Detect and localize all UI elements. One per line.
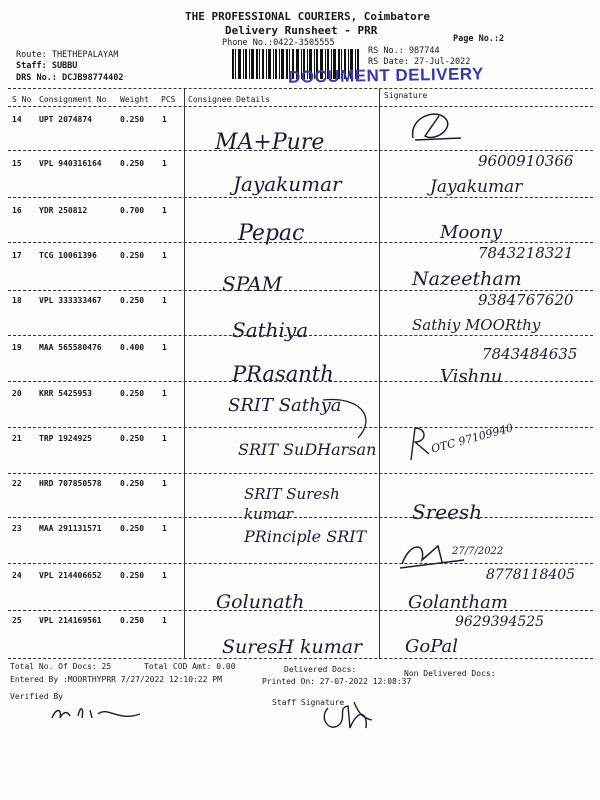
row-consignment: YDR 250812: [39, 206, 88, 215]
table-bottom-rule: [8, 658, 593, 659]
row-pcs: 1: [162, 524, 167, 533]
row-rule: [8, 150, 593, 151]
signature-handwriting: OTC 97109940: [429, 421, 515, 456]
signature-handwriting: Vishnu: [440, 366, 503, 387]
staff-signature-mark: [318, 698, 378, 738]
col-weight: Weight: [120, 95, 149, 104]
consignee-handwriting: SPAM: [222, 272, 283, 296]
staff-signature-label: Staff Signature: [272, 698, 345, 707]
signature-handwriting: Sathiy MOORthy: [412, 316, 541, 334]
row-rule: [8, 610, 593, 611]
staff-label: Staff: SUBBU: [16, 61, 78, 71]
row-consignment: MAA 565580476: [39, 343, 102, 352]
verified-signature: [48, 700, 143, 724]
row-sno: 22: [12, 479, 22, 488]
row-sno: 21: [12, 434, 22, 443]
signature-handwriting: Sreesh: [412, 500, 483, 524]
phone-number: Phone No.:0422-3505555: [222, 38, 335, 48]
row-weight: 0.250: [120, 524, 145, 533]
row-consignment: HRD 707850578: [39, 479, 102, 488]
consignee-handwriting: PRasanth: [232, 362, 334, 386]
row-pcs: 1: [162, 571, 167, 580]
row-sno: 18: [12, 296, 22, 305]
col-sno: S No: [12, 95, 32, 104]
signature-handwriting: Golantham: [408, 592, 508, 613]
row-sno: 14: [12, 115, 22, 124]
phone-handwriting: 9629394525: [455, 614, 545, 630]
row-sno: 16: [12, 206, 22, 215]
delivered-docs: Delivered Docs:: [284, 665, 357, 674]
signature-date: 27/7/2022: [452, 546, 504, 557]
col-signature: Signature: [384, 91, 428, 100]
verified-by-label: Verified By: [10, 692, 63, 701]
row-sno: 17: [12, 251, 22, 260]
rs-date: RS Date: 27-Jul-2022: [368, 57, 471, 67]
row-rule: [8, 473, 593, 474]
phone-handwriting: 9384767620: [478, 291, 574, 309]
row-consignment: VPL 940316164: [39, 159, 102, 168]
phone-handwriting: 7843484635: [482, 345, 578, 363]
row-rule: [8, 517, 593, 518]
row-consignment: TCG 10061396: [39, 251, 97, 260]
row-weight: 0.250: [120, 479, 145, 488]
signature-mark: [405, 108, 465, 148]
document-delivery-stamp: DOCUMENT DELIVERY: [287, 64, 484, 87]
row-rule: [8, 197, 593, 198]
rs-number: RS No.: 987744: [368, 46, 440, 56]
row-weight: 0.250: [120, 115, 145, 124]
col-consignment: Consignment No: [39, 95, 107, 104]
row-consignment: VPL 333333467: [39, 296, 102, 305]
row-pcs: 1: [162, 389, 167, 398]
printed-on: Printed On: 27-07-2022 12:08:37: [262, 677, 412, 686]
signature-handwriting: Nazeetham: [412, 268, 522, 290]
consignee-handwriting: SRIT SuDHarsan: [238, 440, 377, 459]
page-number: Page No.:2: [453, 34, 505, 44]
consignee-handwriting: Pepac: [238, 221, 305, 246]
consignee-handwriting: Sathiya: [232, 318, 309, 342]
col-consignee: Consignee Details: [188, 95, 270, 104]
row-sno: 23: [12, 524, 22, 533]
non-delivered-docs: Non Delivered Docs:: [404, 669, 496, 678]
row-weight: 0.250: [120, 296, 145, 305]
col-pcs: PCS: [161, 95, 176, 104]
bracket-mark: [318, 396, 378, 444]
row-pcs: 1: [162, 343, 167, 352]
row-pcs: 1: [162, 206, 167, 215]
route-label: Route: THETHEPALAYAM: [16, 50, 119, 60]
phone-handwriting: 8778118405: [486, 567, 576, 583]
consignee-handwriting: MA+Pure: [215, 130, 325, 155]
row-weight: 0.250: [120, 571, 145, 580]
row-sno: 25: [12, 616, 22, 625]
total-docs: Total No. Of Docs: 25: [10, 662, 112, 671]
consignee-handwriting: SRIT Sathya: [228, 395, 342, 416]
row-consignment: KRR 5425953: [39, 389, 92, 398]
signature-handwriting: Jayakumar: [430, 177, 523, 197]
row-consignment: VPL 214169561: [39, 616, 102, 625]
signature-handwriting: GoPal: [405, 636, 459, 657]
row-weight: 0.250: [120, 616, 145, 625]
row-pcs: 1: [162, 251, 167, 260]
row-pcs: 1: [162, 434, 167, 443]
row-rule: [8, 242, 593, 243]
row-weight: 0.250: [120, 434, 145, 443]
row-rule: [8, 563, 593, 564]
row-weight: 0.250: [120, 389, 145, 398]
row-weight: 0.400: [120, 343, 145, 352]
phone-handwriting: 9600910366: [478, 152, 574, 170]
row-consignment: VPL 214406652: [39, 571, 102, 580]
consignee-handwriting: Jayakumar: [233, 172, 342, 196]
row-pcs: 1: [162, 115, 167, 124]
consignee-handwriting: PRinciple SRIT: [244, 527, 367, 546]
table-top-rule: [8, 88, 593, 89]
row-consignment: UPT 2074874: [39, 115, 92, 124]
runsheet-title: Delivery Runsheet - PRR: [225, 24, 378, 37]
consignee-handwriting: SuresH kumar: [222, 636, 363, 658]
table-header-rule: [8, 106, 593, 107]
row-rule: [8, 335, 593, 336]
row-pcs: 1: [162, 159, 167, 168]
row-consignment: TRP 1924925: [39, 434, 92, 443]
row-sno: 24: [12, 571, 22, 580]
total-cod: Total COD Amt: 0.00: [144, 662, 236, 671]
row-rule: [8, 381, 593, 382]
row-consignment: MAA 291131571: [39, 524, 102, 533]
phone-handwriting: 7843218321: [478, 244, 574, 262]
row-pcs: 1: [162, 296, 167, 305]
consignee-handwriting: Golunath: [216, 591, 305, 613]
company-name: THE PROFESSIONAL COURIERS, Coimbatore: [185, 10, 431, 23]
row-sno: 20: [12, 389, 22, 398]
row-weight: 0.250: [120, 251, 145, 260]
consignee-handwriting: SRIT Suresh kumar: [244, 485, 340, 523]
row-weight: 0.250: [120, 159, 145, 168]
row-weight: 0.700: [120, 206, 145, 215]
row-pcs: 1: [162, 479, 167, 488]
row-sno: 15: [12, 159, 22, 168]
signature-column-divider: [379, 89, 380, 659]
row-sno: 19: [12, 343, 22, 352]
row-pcs: 1: [162, 616, 167, 625]
drs-number: DRS No.: DCJB98774402: [16, 73, 124, 83]
consignee-column-divider: [184, 89, 185, 659]
entered-by: Entered By :MOORTHYPRR 7/27/2022 12:10:22 PM: [10, 675, 222, 684]
signature-handwriting: Moony: [440, 222, 502, 243]
